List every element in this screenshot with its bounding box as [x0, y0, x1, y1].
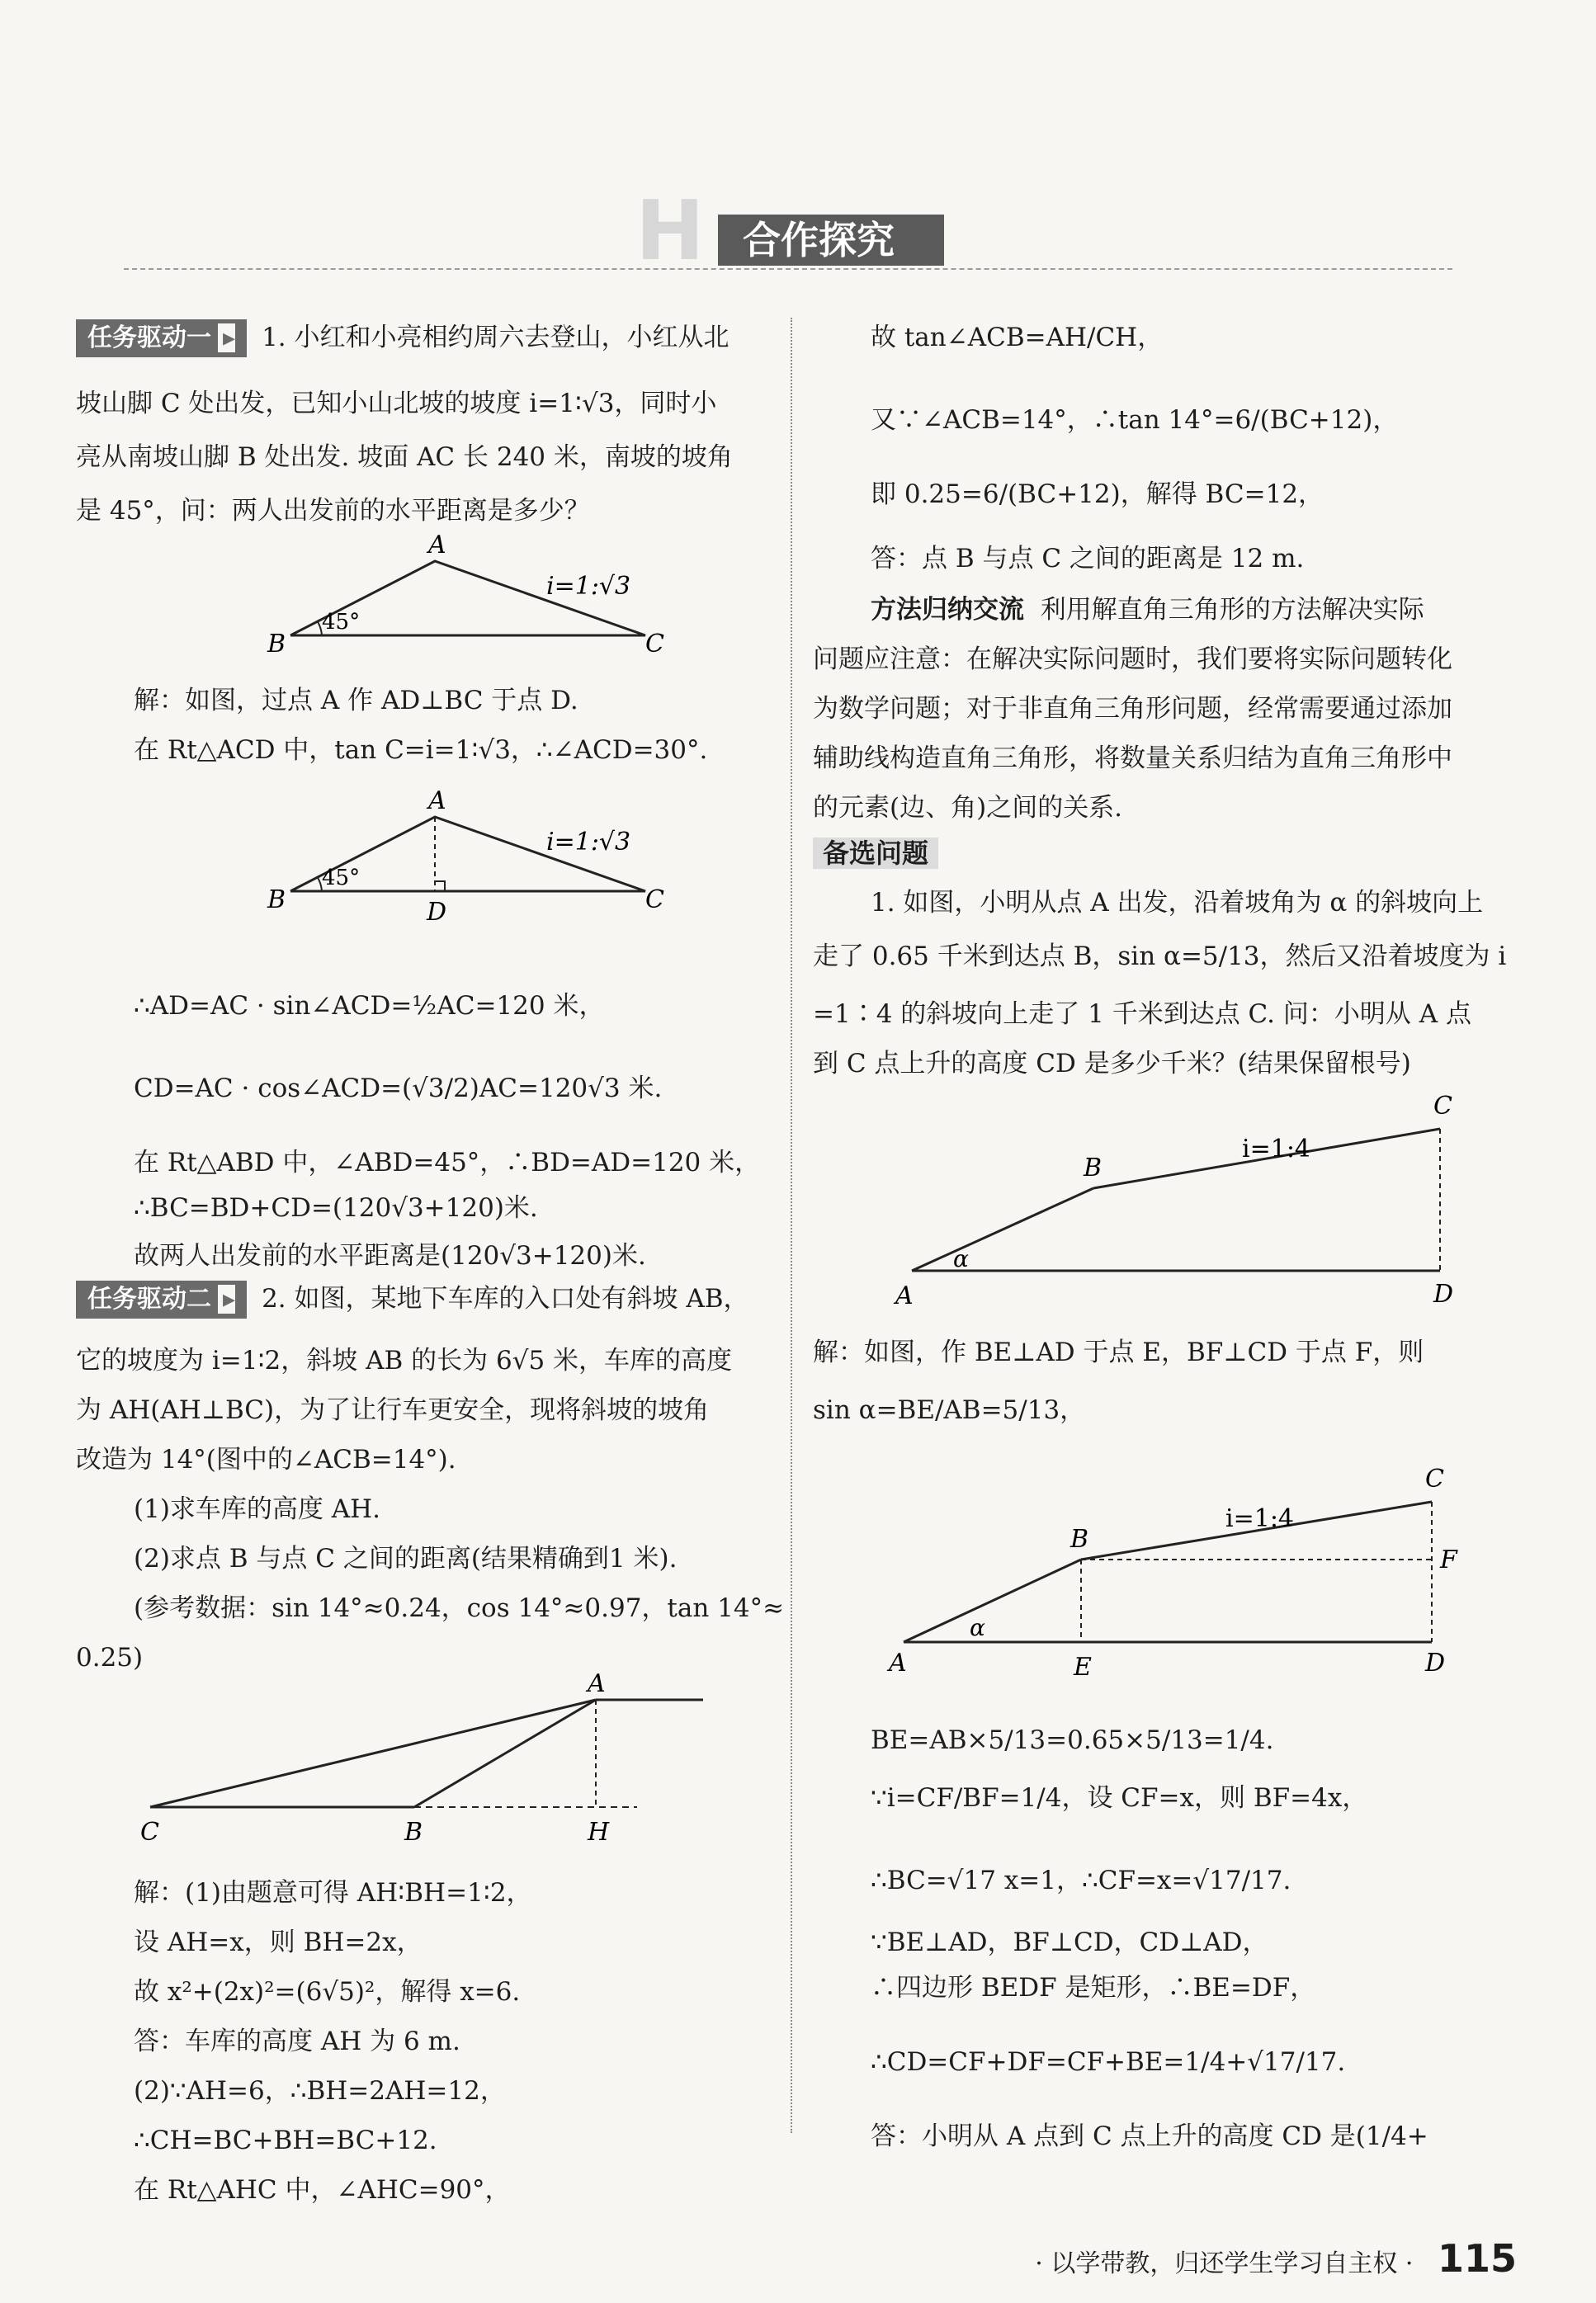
task2-line-3: 改造为 14°(图中的∠ACB=14°).	[76, 1445, 456, 1475]
fig4-label-a: A	[895, 1281, 914, 1310]
fig4-label-d: D	[1433, 1280, 1454, 1309]
fig3-label-a: A	[588, 1669, 606, 1698]
section-banner	[124, 182, 1452, 279]
sol-a-1: sin α=BE/AB=5/13，	[813, 1395, 1086, 1425]
fig1-angle: 45°	[322, 610, 361, 635]
cont-line-0: 故 tan∠ACB=AH/CH，	[871, 323, 1164, 352]
triangle-figure-2	[257, 784, 670, 941]
task2-line-6: (参考数据：sin 14°≈0.24，cos 14°≈0.97，tan 14°≈	[134, 1593, 785, 1623]
fig2-angle: 45°	[322, 866, 361, 890]
task1-sol2-2: 在 Rt△ABD 中，∠ABD=45°，∴BD=AD=120 米，	[134, 1148, 761, 1177]
fig1-label-b: B	[267, 630, 286, 658]
sol-a-0: 解：如图，作 BE⊥AD 于点 E，BF⊥CD 于点 F，则	[813, 1338, 1424, 1367]
sol-b-2: ∴BC=√17 x=1，∴CF=x=√17/17.	[871, 1866, 1291, 1895]
fig3-label-h: H	[588, 1818, 610, 1847]
cont-line-2: 即 0.25=6/(BC+12)，解得 BC=12，	[871, 479, 1324, 509]
fig2-label-d: D	[427, 898, 447, 927]
task1-sol-1: 在 Rt△ACD 中，tan C=i=1∶√3，∴∠ACD=30°.	[134, 735, 708, 765]
method-title: 方法归纳交流	[871, 595, 1024, 625]
task2-sol-5: ∴CH=BC+BH=BC+12.	[134, 2126, 437, 2155]
fig2-label-a: A	[428, 786, 446, 815]
fig1-label-a: A	[428, 531, 446, 559]
task1-sol2-4: 故两人出发前的水平距离是(120√3+120)米.	[134, 1241, 646, 1271]
task2-sol-1: 设 AH=x，则 BH=2x，	[134, 1928, 423, 1957]
fig4-alpha: α	[953, 1245, 969, 1272]
task2-sol-2: 故 x²+(2x)²=(6√5)²，解得 x=6.	[134, 1977, 521, 2007]
method-line-1: 问题应注意：在解决实际问题时，我们要将实际问题转化	[813, 644, 1452, 674]
page-number: 115	[1437, 2236, 1517, 2281]
sol-b-5: ∴CD=CF+DF=CF+BE=1/4+√17/17.	[871, 2047, 1346, 2077]
fig3-label-b: B	[404, 1818, 423, 1847]
fig5-label-d: D	[1425, 1649, 1446, 1678]
fig5-label-a: A	[889, 1649, 907, 1678]
fig1-slope: i=1:√3	[546, 572, 631, 601]
task1-line-0: 任务驱动一 ▸ 1. 小红和小亮相约周六去登山，小红从北	[76, 314, 730, 361]
page-footer	[1035, 2236, 1517, 2281]
banner-rule	[124, 268, 1452, 270]
fig1-label-c: C	[645, 630, 664, 658]
task2-line-5: (2)求点 B 与点 C 之间的距离(结果精确到1 米).	[134, 1544, 678, 1574]
backup-header	[813, 829, 938, 878]
backup-tag: 备选问题	[813, 838, 938, 869]
fig5-label-e: E	[1074, 1653, 1092, 1682]
slope-figure-2	[862, 1452, 1490, 1700]
method-line-2: 为数学问题；对于非直角三角形问题，经常需要通过添加	[813, 694, 1452, 724]
fig4-label-b: B	[1084, 1154, 1103, 1182]
fig2-label-c: C	[645, 885, 664, 914]
method-line-3: 辅助线构造直角三角形，将数量关系归结为直角三角形中	[813, 743, 1452, 773]
q-line-2: =1∶4 的斜坡向上走了 1 千米到达点 C. 问：小明从 A 点	[813, 999, 1471, 1029]
footer-motto: · 以学带教，归还学生学习自主权 ·	[1035, 2249, 1414, 2278]
fig4-label-c: C	[1433, 1092, 1452, 1121]
q-line-0: 1. 如图，小明从点 A 出发，沿着坡角为 α 的斜坡向上	[871, 888, 1484, 918]
task2-sol-4: (2)∵AH=6，∴BH=2AH=12，	[134, 2076, 506, 2106]
task2-line-0: 任务驱动二 ▸ 2. 如图，某地下车库的入口处有斜坡 AB，	[76, 1275, 749, 1323]
section-title: 合作探究	[718, 215, 944, 266]
fig2-label-b: B	[267, 885, 286, 914]
fig4-slope: i=1:4	[1242, 1135, 1311, 1163]
task1-sol2-1: CD=AC · cos∠ACD=(√3/2)AC=120√3 米.	[134, 1074, 663, 1103]
slope-figure-1	[862, 1089, 1490, 1320]
task2-line-7: 0.25)	[76, 1643, 144, 1673]
task2-line-1: 它的坡度为 i=1∶2，斜坡 AB 的长为 6√5 米，车库的高度	[76, 1346, 733, 1376]
q-line-1: 走了 0.65 千米到达点 B，sin α=5/13，然后又沿着坡度为 i	[813, 941, 1507, 971]
task2-sol-0: 解：(1)由题意可得 AH∶BH=1∶2，	[134, 1878, 532, 1908]
task2-line-2: 为 AH(AH⊥BC)，为了让行车更安全，现将斜坡的坡角	[76, 1395, 710, 1425]
fig5-label-b: B	[1070, 1525, 1089, 1554]
sol-b-1: ∵i=CF/BF=1/4，设 CF=x，则 BF=4x，	[871, 1783, 1368, 1813]
task2-tag: 任务驱动二 ▸	[76, 1281, 247, 1319]
sol-b-3: ∵BE⊥AD，BF⊥CD，CD⊥AD，	[871, 1928, 1268, 1957]
task1-line-2: 亮从南坡山脚 B 处出发. 坡面 AC 长 240 米，南坡的坡角	[76, 442, 733, 472]
task2-line-4: (1)求车库的高度 AH.	[134, 1494, 381, 1524]
fig3-label-c: C	[140, 1818, 159, 1847]
task1-line-3: 是 45°，问：两人出发前的水平距离是多少？	[76, 496, 590, 526]
task1-tag: 任务驱动一 ▸	[76, 319, 247, 357]
fig2-slope: i=1:√3	[546, 828, 631, 857]
sol-b-4: ∴四边形 BEDF 是矩形，∴BE=DF，	[871, 1973, 1316, 2003]
fig5-label-c: C	[1425, 1465, 1444, 1494]
cont-line-1: 又∵∠ACB=14°，∴tan 14°=6/(BC+12)，	[871, 405, 1399, 435]
q-line-3: 到 C 点上升的高度 CD 是多少千米？(结果保留根号)	[813, 1049, 1411, 1078]
ramp-figure	[125, 1667, 786, 1857]
task1-sol2-0: ∴AD=AC · sin∠ACD=½AC=120 米，	[134, 991, 605, 1021]
fig5-slope: i=1:4	[1225, 1504, 1295, 1533]
triangle-figure-1	[257, 528, 670, 668]
column-divider	[791, 318, 792, 2133]
task2-sol-3: 答：车库的高度 AH 为 6 m.	[134, 2027, 460, 2056]
method-line-4: 的元素(边、角)之间的关系.	[813, 793, 1123, 823]
task2-sol-6: 在 Rt△AHC 中，∠AHC=90°，	[134, 2175, 511, 2205]
cont-line-3: 答：点 B 与点 C 之间的距离是 12 m.	[871, 544, 1305, 573]
task1-line-1: 坡山脚 C 处出发，已知小山北坡的坡度 i=1∶√3，同时小	[76, 389, 717, 418]
sol-b-0: BE=AB×5/13=0.65×5/13=1/4.	[871, 1725, 1274, 1755]
sol-b-6: 答：小明从 A 点到 C 点上升的高度 CD 是(1/4+	[871, 2121, 1428, 2151]
fig5-label-f: F	[1440, 1546, 1457, 1574]
banner-letter: H	[635, 182, 705, 279]
task1-sol-0: 解：如图，过点 A 作 AD⊥BC 于点 D.	[134, 686, 578, 715]
method-line-0: 方法归纳交流 利用解直角三角形的方法解决实际	[871, 595, 1424, 625]
fig5-alpha: α	[970, 1614, 985, 1641]
task1-sol2-3: ∴BC=BD+CD=(120√3+120)米.	[134, 1193, 538, 1223]
